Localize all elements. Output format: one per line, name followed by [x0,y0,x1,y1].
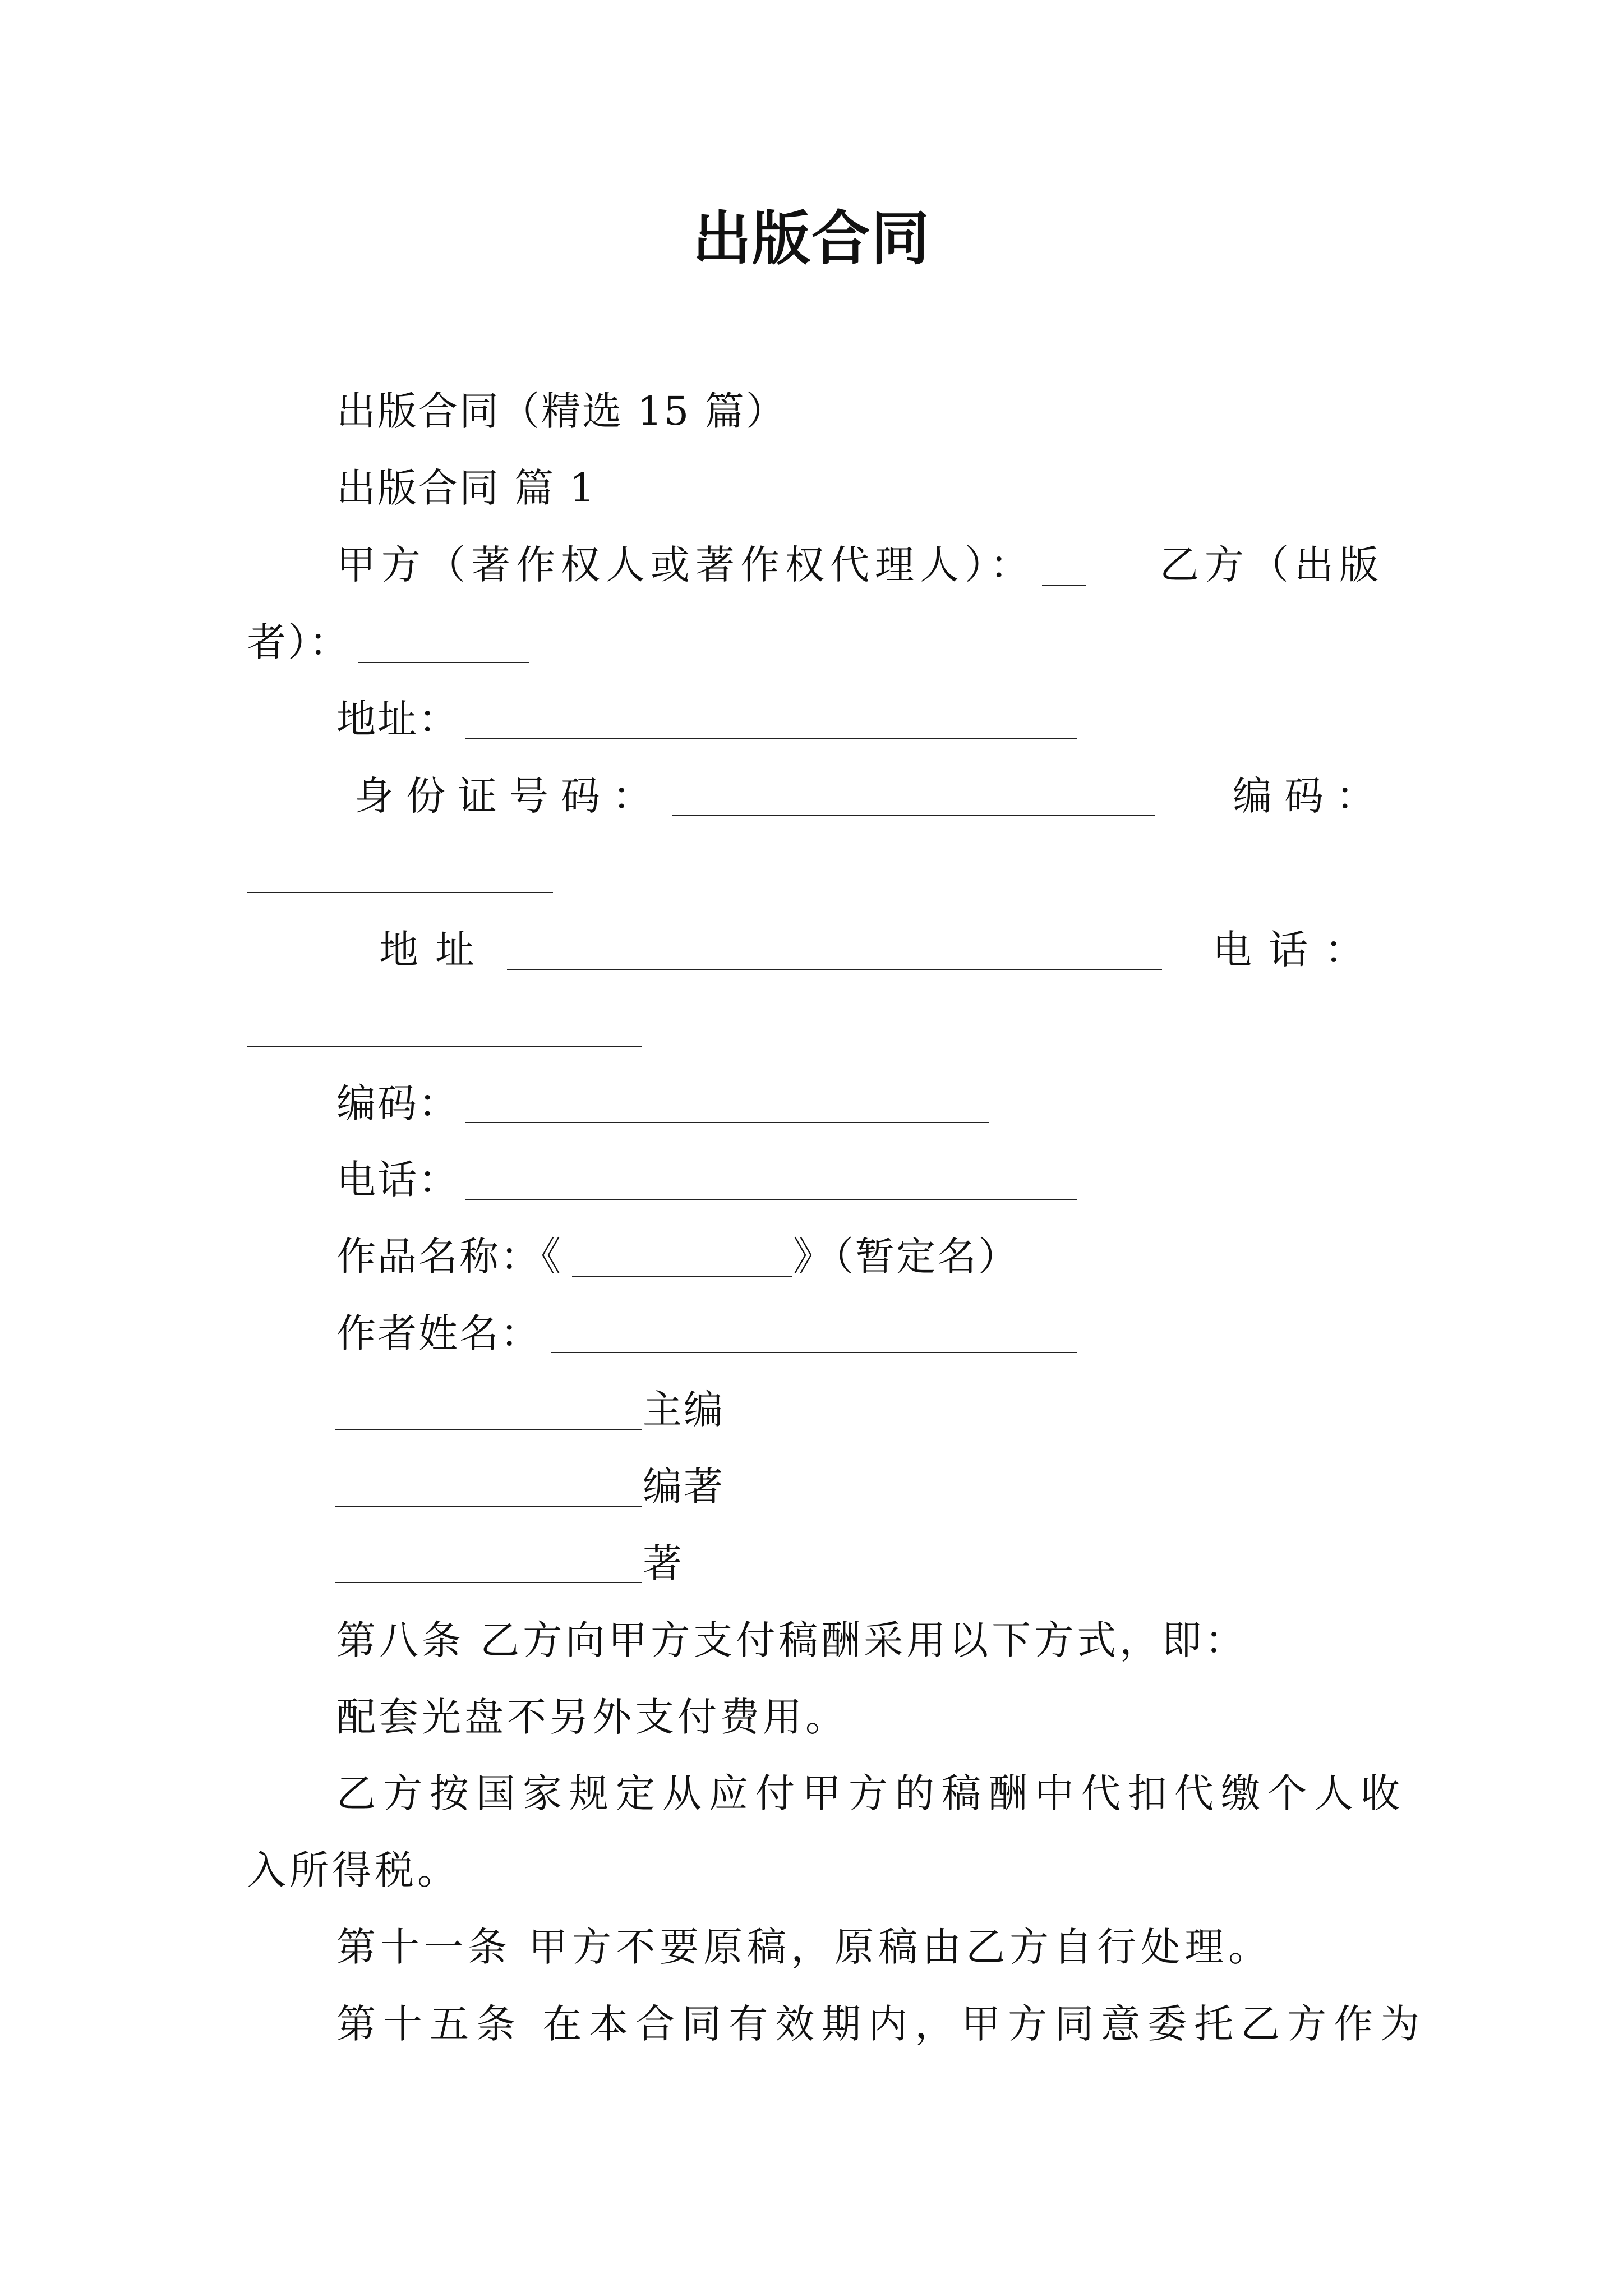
party-a-label: 甲方（著作权人或著作权代理人）： [336,542,1035,588]
editor-blank [335,1429,642,1430]
author-name-label: 作者姓名： [336,1310,541,1356]
party-a-blank [1042,585,1086,586]
piece-heading: 出版合同 篇 1 [336,465,597,511]
address-label-1: 地址： [336,696,459,742]
postcode-blank-2 [465,1122,989,1123]
work-title-prefix: 作品名称：《 [336,1234,562,1280]
party-b-label: 乙方（出版 [1160,542,1384,588]
phone-label-2: 电话： [336,1157,459,1203]
author-name-blank [551,1352,1077,1353]
compiler-blank [335,1506,642,1507]
editor-label: 主编 [643,1387,725,1433]
tax-paragraph-line-2: 入所得税。 [247,1847,460,1893]
postcode-label-1: 编码： [1233,773,1387,819]
party-b-label-cont: 者）： [247,619,350,665]
phone-label-1: 电话： [1212,927,1381,973]
article-15: 第十五条 在本合同有效期内，甲方同意委托乙方作为 [336,2001,1427,2047]
id-number-blank [672,815,1155,816]
document-title: 出版合同 [692,204,930,273]
phone-blank-1 [247,1046,642,1047]
article-8: 第八条 乙方向甲方支付稿酬采用以下方式，即： [336,1617,1248,1663]
address-blank-2 [507,969,1162,970]
address-blank-1 [465,738,1077,739]
compiler-label: 编著 [643,1464,725,1510]
address-label-2: 地址 [379,927,491,973]
id-number-label: 身份证号码： [354,773,664,819]
work-title-suffix: 》（暂定名） [793,1234,1019,1280]
writer-label: 著 [643,1540,684,1586]
writer-blank [335,1582,642,1583]
party-b-blank [358,662,529,663]
tax-paragraph-line-1: 乙方按国家规定从应付甲方的稿酬中代扣代缴个人收 [336,1770,1407,1816]
contract-subtitle: 出版合同（精选 15 篇） [336,388,787,434]
disc-note: 配套光盘不另外支付费用。 [336,1694,848,1740]
article-11: 第十一条 甲方不要原稿，原稿由乙方自行处理。 [336,1924,1272,1970]
phone-blank-2 [465,1199,1077,1200]
postcode-blank-1 [247,892,553,893]
postcode-label-2: 编码： [336,1080,459,1126]
work-title-blank [572,1276,792,1277]
